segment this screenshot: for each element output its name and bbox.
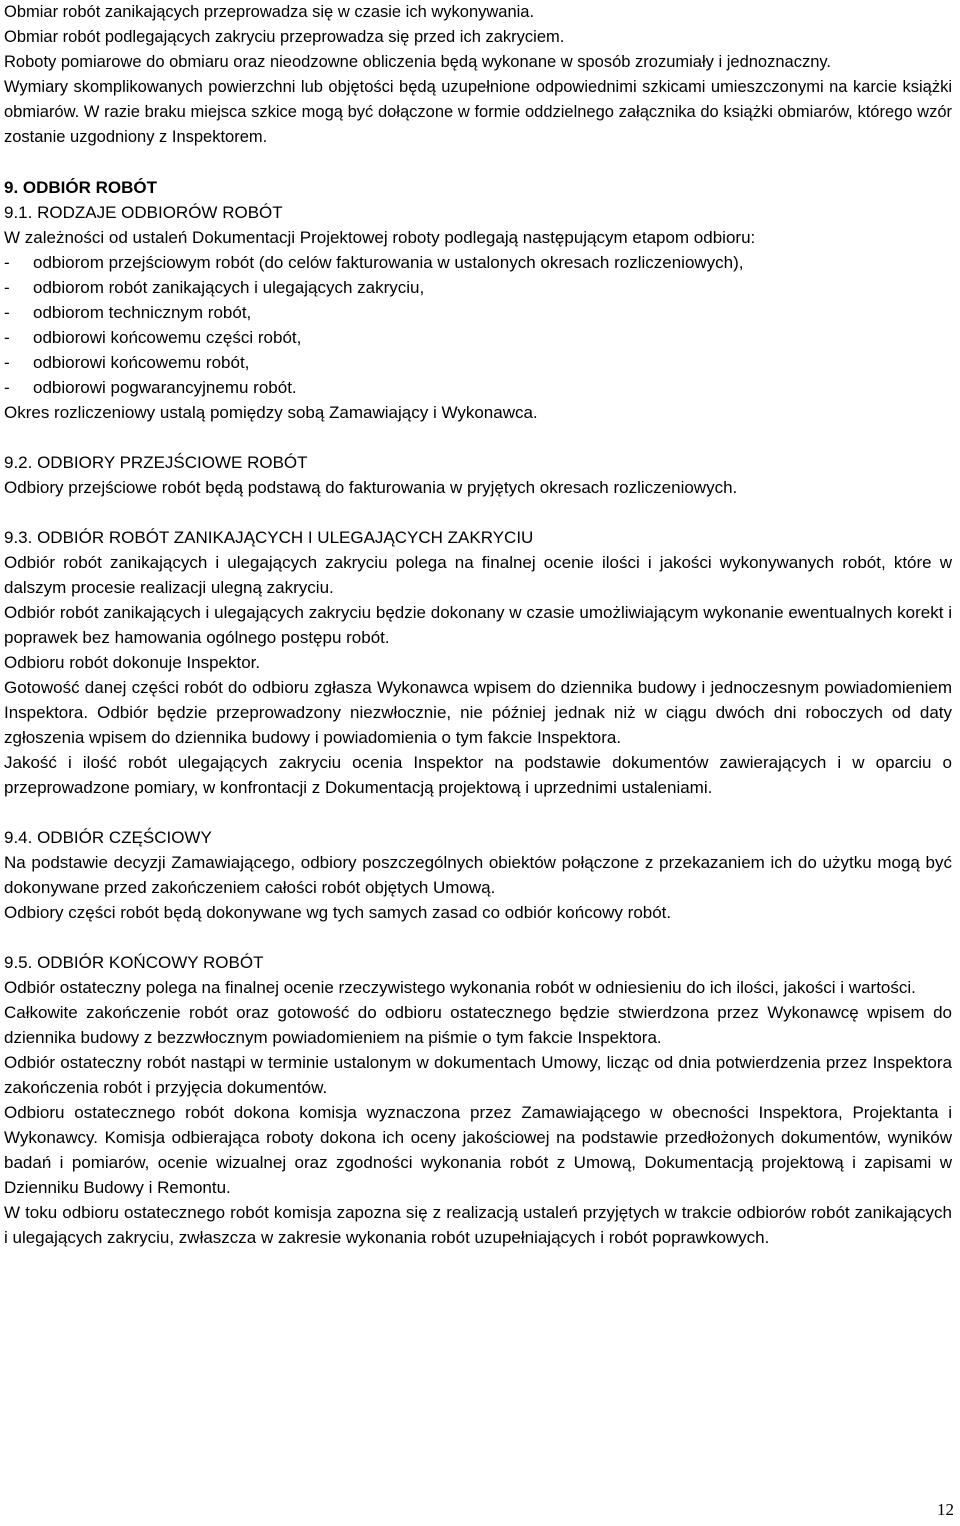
list-item: - odbiorowi końcowemu robót, — [4, 350, 952, 375]
subsection-heading-9-5: 9.5. ODBIÓR KOŃCOWY ROBÓT — [4, 953, 264, 972]
dash-bullet: - — [4, 353, 10, 372]
paragraph: Odbiór ostateczny polega na finalnej ocenie rzeczywistego wykonania robót w odniesieniu do ich ilości, jakości i wartości. — [4, 978, 916, 997]
paragraph: Roboty pomiarowe do obmiaru oraz nieodzowne obliczenia będą wykonane w sposób zrozumiały i jednoznaczny. — [4, 53, 831, 71]
paragraph: Obmiar robót podlegających zakryciu przeprowadza się przed ich zakryciem. — [4, 28, 565, 46]
page-number: 12 — [937, 1500, 954, 1519]
intro-block — [4, 0, 952, 150]
dash-bullet: - — [4, 378, 10, 397]
section-odbior-robot — [4, 150, 952, 1250]
paragraph: Okres rozliczeniowy ustalą pomiędzy sobą Zamawiający i Wykonawca. — [4, 403, 538, 422]
paragraph: Odbiór robót zanikających i ulegających zakryciu polega na finalnej ocenie ilości i jakości wykonywanych robót, które w dalszym procesie realizacji ulegną zakryciu. — [4, 553, 952, 597]
dash-bullet: - — [4, 303, 10, 322]
subsection-heading-9-2: 9.2. ODBIORY PRZEJŚCIOWE ROBÓT — [4, 453, 308, 472]
paragraph: Gotowość danej części robót do odbioru zgłasza Wykonawca wpisem do dziennika budowy i jednoczesnym powiadomieniem Inspektora. Odbiór będzie przeprowadzony niezwłocznie, nie później jednak niż w ciągu dwóch dni roboczych od daty zgłoszenia wpisem do dziennika budowy i powiadomienia o tym fakcie Inspektora. — [4, 678, 952, 747]
paragraph: Odbiory części robót będą dokonywane wg tych samych zasad co odbiór końcowy robót. — [4, 903, 672, 922]
paragraph: Wymiary skomplikowanych powierzchni lub objętości będą uzupełnione odpowiednimi szkicami umieszczonymi na karcie książki obmiarów. W razie braku miejsca szkice mogą być dołączone w formie oddzielnego załącznika do książki obmiarów, którego wzór zostanie uzgodniony z Inspektorem. — [4, 78, 952, 146]
list-item: - odbiorom robót zanikających i ulegających zakryciu, — [4, 275, 952, 300]
paragraph: Odbioru ostatecznego robót dokona komisja wyznaczona przez Zamawiającego w obecności Inspektora, Projektanta i Wykonawcy. Komisja odbierająca roboty dokona ich oceny jakościowej na podstawie przedłożonych dokumentów, wyników badań i pomiarów, ocenie wizualnej oraz zgodności wykonania robót z Umową, Dokumentacją projektową i zapisami w Dzienniku Budowy i Remontu. — [4, 1103, 952, 1197]
subsection-heading-9-1: 9.1. RODZAJE ODBIORÓW ROBÓT — [4, 203, 283, 222]
paragraph: Odbiór ostateczny robót nastąpi w terminie ustalonym w dokumentach Umowy, licząc od dnia potwierdzenia przez Inspektora zakończenia robót i przyjęcia dokumentów. — [4, 1053, 952, 1097]
list-item: - odbiorom technicznym robót, — [4, 300, 952, 325]
dash-bullet: - — [4, 253, 10, 272]
subsection-heading-9-4: 9.4. ODBIÓR CZĘŚCIOWY — [4, 828, 212, 847]
odbiory-list — [4, 250, 952, 400]
paragraph: Obmiar robót zanikających przeprowadza się w czasie ich wykonywania. — [4, 3, 535, 21]
paragraph: Odbioru robót dokonuje Inspektor. — [4, 653, 261, 672]
paragraph: Całkowite zakończenie robót oraz gotowość do odbioru ostatecznego będzie stwierdzona przez Wykonawcę wpisem do dziennika budowy z bezzwłocznym powiadomieniem na piśmie o tym fakcie Inspektora. — [4, 1003, 952, 1047]
paragraph: Na podstawie decyzji Zamawiającego, odbiory poszczególnych obiektów połączone z przekazaniem ich do użytku mogą być dokonywane przed zakończeniem całości robót objętych Umową. — [4, 853, 952, 897]
dash-bullet: - — [4, 328, 10, 347]
document-page — [4, 0, 952, 1250]
paragraph: Odbiory przejściowe robót będą podstawą do fakturowania w pryjętych okresach rozliczeniowych. — [4, 478, 738, 497]
paragraph: W toku odbioru ostatecznego robót komisja zapozna się z realizacją ustaleń przyjętych w trakcie odbiorów robót zanikających i ulegających zakryciu, zwłaszcza w zakresie wykonania robót uzupełniających i robót poprawkowych. — [4, 1203, 952, 1247]
list-item: - odbiorowi końcowemu części robót, — [4, 325, 952, 350]
paragraph: Jakość i ilość robót ulegających zakryciu ocenia Inspektor na podstawie dokumentów zawierających i w oparciu o przeprowadzone pomiary, w konfrontacji z Dokumentacją projektową i uprzednimi ustaleniami. — [4, 753, 952, 797]
section-heading: 9. ODBIÓR ROBÓT — [4, 178, 158, 197]
dash-bullet: - — [4, 278, 10, 297]
paragraph: W zależności od ustaleń Dokumentacji Projektowej roboty podlegają następującym etapom odbioru: — [4, 228, 756, 247]
list-item: - odbiorowi pogwarancyjnemu robót. — [4, 375, 952, 400]
paragraph: Odbiór robót zanikających i ulegających zakryciu będzie dokonany w czasie umożliwiającym wykonanie ewentualnych korekt i poprawek bez hamowania ogólnego postępu robót. — [4, 603, 952, 647]
list-item: - odbiorom przejściowym robót (do celów fakturowania w ustalonych okresach rozliczeniowych), — [4, 250, 952, 275]
subsection-heading-9-3: 9.3. ODBIÓR ROBÓT ZANIKAJĄCYCH I ULEGAJĄCYCH ZAKRYCIU — [4, 528, 534, 547]
